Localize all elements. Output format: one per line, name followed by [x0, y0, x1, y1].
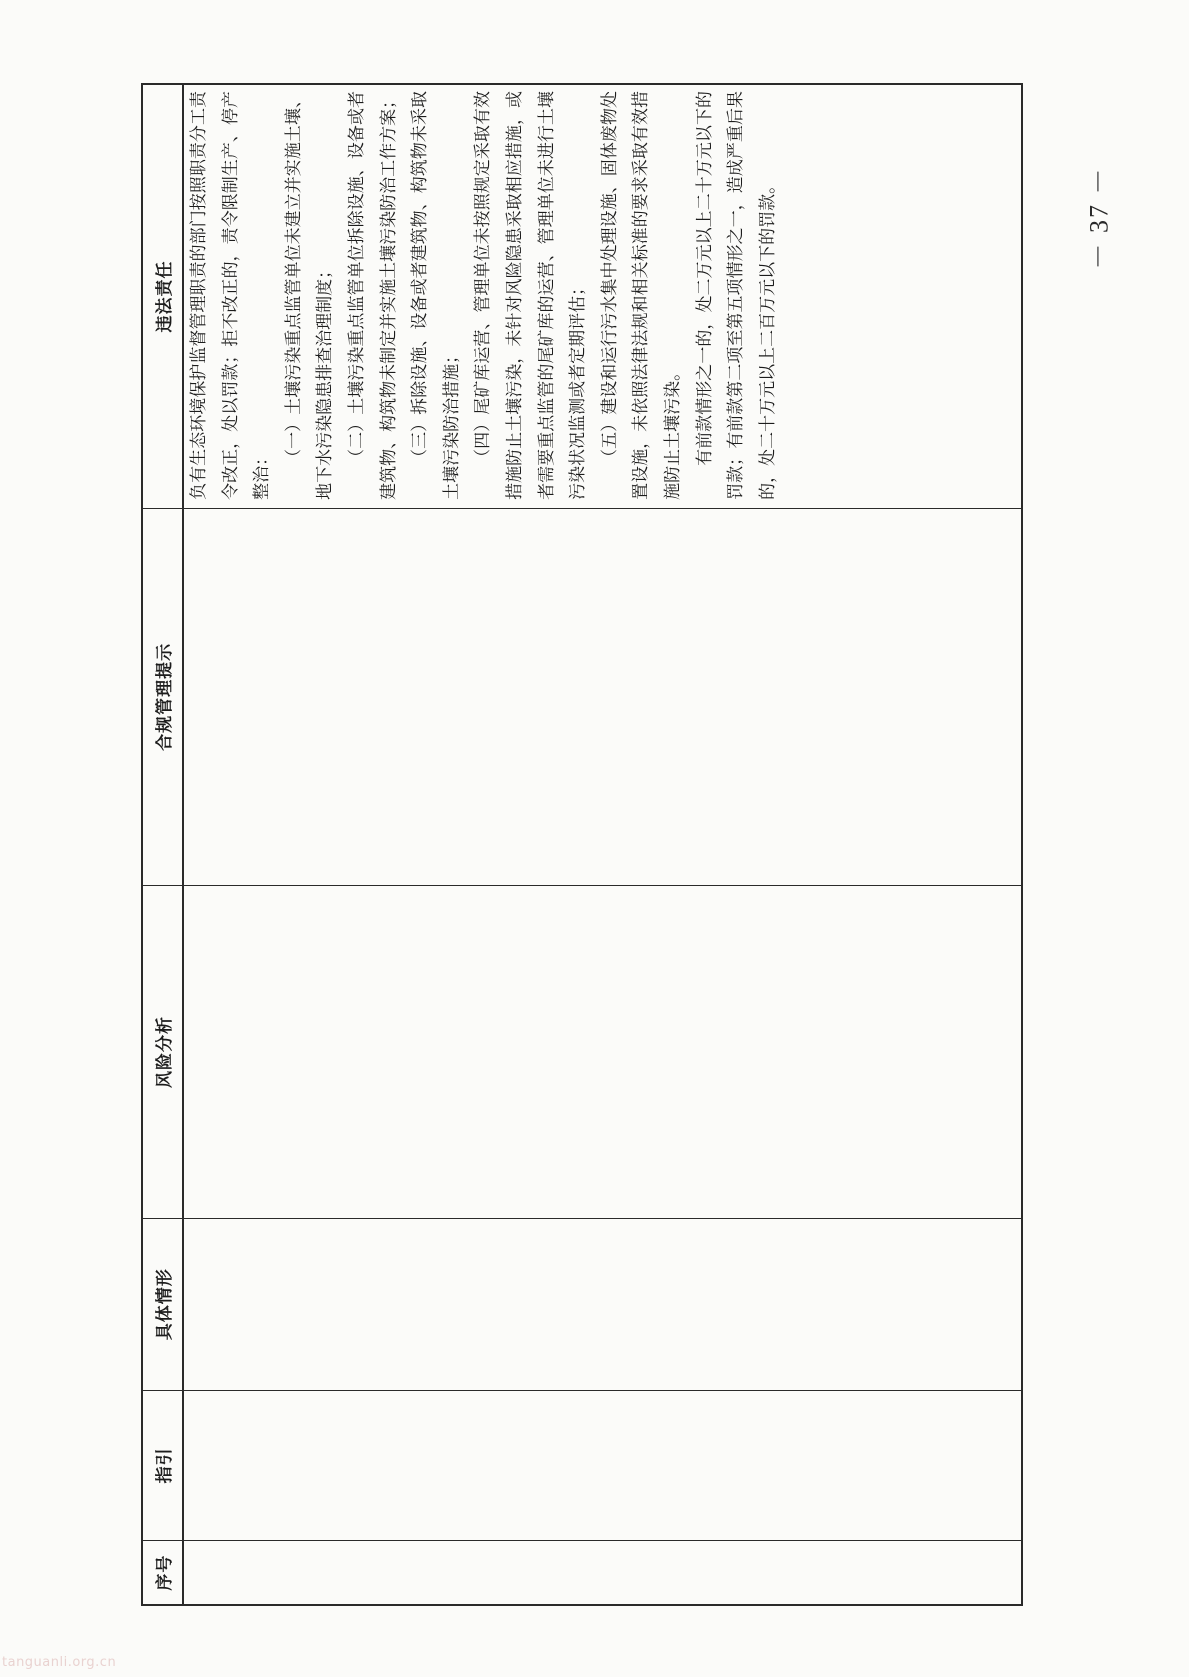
header-compliance: 合规管理提示: [143, 508, 182, 885]
cell-guide: [184, 1390, 1021, 1541]
cell-situation: [184, 1218, 1021, 1390]
cell-risk: [184, 885, 1021, 1218]
header-serial: 序号: [143, 1540, 182, 1604]
watermark: tanguanli.org.cn: [2, 1655, 117, 1670]
liability-paragraph: （二）土壤污染重点监管单位拆除设施、设备或者建筑物、构筑物未制定并实施土壤污染防治工作方案；: [346, 91, 399, 500]
header-guide: 指引: [143, 1390, 182, 1541]
header-liability: 违法责任: [155, 260, 175, 333]
cell-serial: [184, 1540, 1021, 1604]
cell-compliance: [184, 508, 1021, 885]
liability-paragraph: 有前款情形之一的，处二万元以上二十万元以下的罚款；有前款第二项至第五项情形之一，造成严重后果的，处二十万元以上二百万元以下的罚款。: [694, 91, 778, 500]
liability-paragraph: （三）拆除设施、设备或者建筑物、构筑物未采取土壤污染防治措施；: [410, 91, 462, 500]
regulation-table: [141, 83, 1023, 1606]
header-situation: 具体情形: [143, 1218, 182, 1390]
liability-paragraph: （五）建设和运行污水集中处理设施、固体废物处置设施，未依照法律法规和相关标准的要求采取有效措施防止土壤污染。: [599, 91, 683, 500]
liability-paragraph: （一）土壤污染重点监管单位未建立并实施土壤、地下水污染隐患排查治理制度；: [283, 91, 336, 500]
page-number: － 37 －: [1084, 166, 1114, 270]
table-row: [184, 85, 1021, 1604]
liability-paragraph: （四）尾矿库运营、管理单位未按照规定采取有效措施防止土壤污染，未针对风险隐患采取相应措施，或者需要重点监管的尾矿库的运营、管理单位未进行土壤污染状况监测或者定期评估；: [473, 91, 589, 500]
cell-liability: [184, 85, 1021, 508]
table-header-row: [143, 85, 184, 1604]
liability-paragraph: 负有生态环境保护监督管理职责的部门按照职责分工责令改正，处以罚款；拒不改正的，责令限制生产、停产整治：: [189, 91, 273, 500]
header-risk: 风险分析: [143, 885, 182, 1218]
